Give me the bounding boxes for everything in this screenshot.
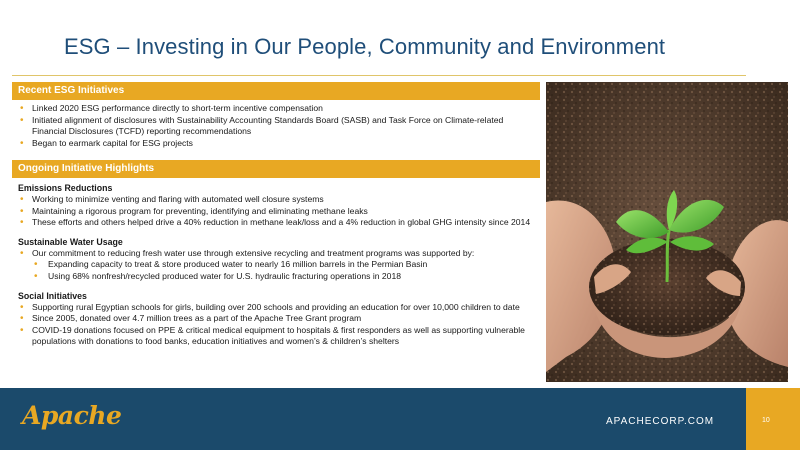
list-item: • Initiated alignment of disclosures with Sustainability Accounting Standards Board (SASB) and Task Force on Climate-related Financial Disclosures (TCFD) reporting recommendations xyxy=(18,115,538,138)
recent-initiatives-list xyxy=(18,103,538,149)
list-item: • Supporting rural Egyptian schools for girls, building over 200 schools and providing an education for over 10,000 children to date xyxy=(18,302,538,314)
social-list xyxy=(18,302,538,348)
title-divider xyxy=(12,75,746,76)
ongoing-highlights-header: Ongoing Initiative Highlights xyxy=(12,160,540,178)
footer-accent xyxy=(746,388,800,450)
list-item: • These efforts and others helped drive a 40% reduction in methane leak/loss and a 4% reduction in global GHG intensity since 2014 xyxy=(18,217,538,229)
list-item: • Began to earmark capital for ESG projects xyxy=(18,138,538,150)
sub-list-item: • Using 68% nonfresh/recycled produced water for U.S. hydraulic fracturing operations in 2018 xyxy=(18,271,538,283)
list-item: • COVID-19 donations focused on PPE & critical medical equipment to hospitals & first responders as well as supporting vulnerable populations with donations to food banks, education initiatives and women’s & children’s shelters xyxy=(18,325,538,348)
sub-list-item: • Expanding capacity to treat & store produced water to nearly 16 million barrels in the Permian Basin xyxy=(18,259,538,271)
recent-initiatives-block xyxy=(18,103,538,149)
list-item: • Our commitment to reducing fresh water use through extensive recycling and treatment programs was supported by: xyxy=(18,248,538,260)
list-item: • Maintaining a rigorous program for preventing, identifying and eliminating methane leaks xyxy=(18,206,538,218)
water-heading: Sustainable Water Usage xyxy=(18,236,123,247)
website-link[interactable]: APACHECORP.COM xyxy=(606,416,715,427)
list-item: • Since 2005, donated over 4.7 million trees as a part of the Apache Tree Grant program xyxy=(18,313,538,325)
ongoing-highlights-block xyxy=(18,182,538,348)
apache-logo: Apache xyxy=(22,401,122,430)
list-item: • Linked 2020 ESG performance directly to short-term incentive compensation xyxy=(18,103,538,115)
slide-title: ESG – Investing in Our People, Community and Environment xyxy=(64,34,666,59)
emissions-heading: Emissions Reductions xyxy=(18,183,113,193)
seedling-in-hands-photo xyxy=(546,82,788,382)
emissions-list xyxy=(18,194,538,229)
page-number: 10 xyxy=(762,417,770,424)
water-list xyxy=(18,248,538,283)
social-heading: Social Initiatives xyxy=(18,290,87,301)
list-item: • Working to minimize venting and flaring with automated well closure systems xyxy=(18,194,538,206)
recent-initiatives-header: Recent ESG Initiatives xyxy=(12,82,540,100)
